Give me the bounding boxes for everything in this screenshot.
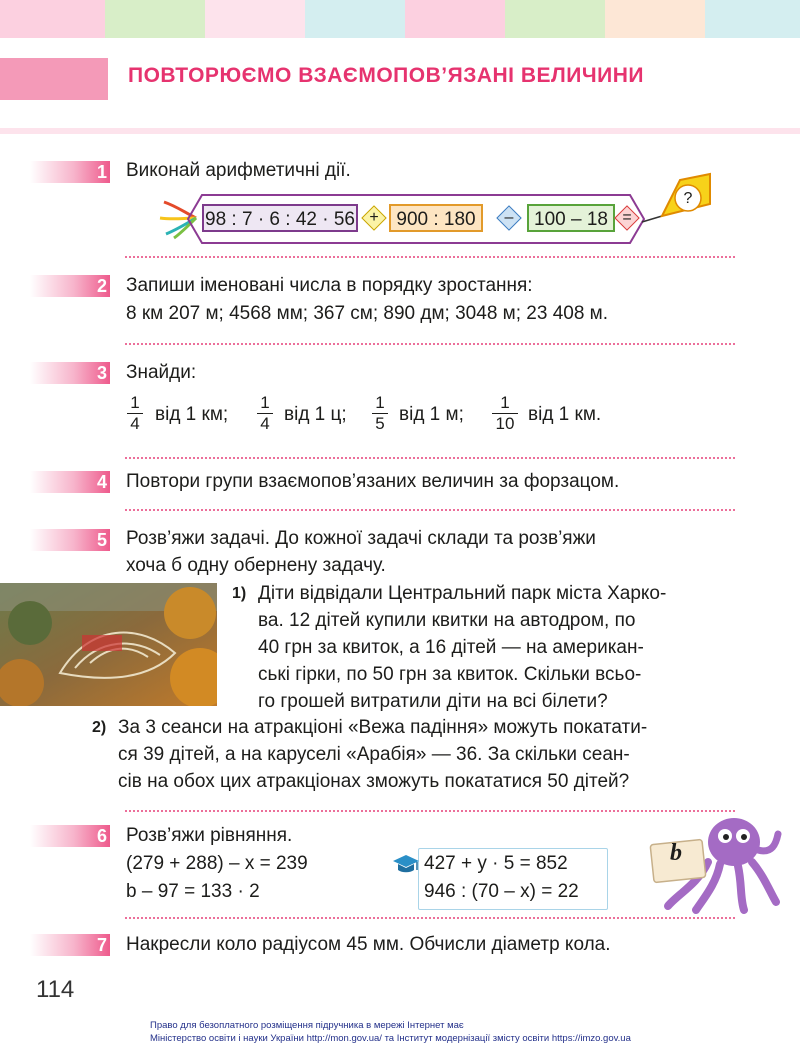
problem-2-line: За 3 сеанси на атракціоні «Вежа падіння» можуть покатати- [118,717,648,738]
minus-sign: – [504,209,514,226]
task-number-5: 5 [30,529,110,551]
problem-1-label: 1) [232,585,247,602]
separator [125,343,735,345]
task-number-1: 1 [30,161,110,183]
task-number-4: 4 [30,471,110,493]
letter-card: b [670,840,682,866]
fraction-4-text: від 1 км. [528,404,602,425]
fraction-2: $\frac{1}{4}$ [257,393,273,434]
fraction-1: $\frac{1}{4}$ [127,393,143,434]
header-band [605,0,705,38]
task-3-text: Знайди: [126,362,197,383]
separator [125,917,735,919]
separator [125,457,735,459]
octopus-icon [648,814,782,914]
problem-1-line: ські гірки, по 50 грн за квиток. Скільки всьо- [258,664,642,685]
task-number-7: 7 [30,934,110,956]
task-2-numbers: 8 км 207 м; 4568 мм; 367 см; 890 дм; 3048 м; 23 408 м. [126,303,609,324]
task-number-3: 3 [30,362,110,384]
problem-1-line: го грошей витратили діти на всі білети? [258,691,608,712]
header-band [205,0,305,38]
amusement-park-photo [0,583,217,706]
fraction-1-text: від 1 км; [155,404,229,425]
problem-1-line: ва. 12 дітей купили квитки на автодром, по [258,610,636,631]
separator [125,509,735,511]
task-number-6: 6 [30,825,110,847]
fraction-2-text: від 1 ц; [284,404,347,425]
equation-2: b – 97 = 133 · 2 [126,881,260,902]
page-number: 114 [36,976,75,1003]
answer-mark: ? [683,190,693,207]
task-2-text: Запиши іменовані числа в порядку зростання: [126,275,533,296]
task-6-text: Розв’яжи рівняння. [126,825,293,846]
equation-4: 946 : (70 – x) = 22 [424,881,579,902]
fraction-4: $\frac{1}{10}$ [492,393,518,434]
problem-1-line: Діти відвідали Центральний парк міста Харко- [258,583,667,604]
fraction-3-text: від 1 м; [399,404,464,425]
problem-2-line: сів на обох цих атракціонах зможуть покататися 50 дітей? [118,771,630,792]
equals-sign: = [622,209,632,226]
task-5-text-line-2: хоча б одну обернену задачу. [126,555,386,576]
task-1-text: Виконай арифметичні дії. [126,160,351,181]
header-band [705,0,800,38]
header-band [105,0,205,38]
header-divider [0,128,800,134]
plus-sign: + [369,209,379,226]
problem-2-line: ся 39 дітей, а на каруселі «Арабія» — 36. За скільки сеан- [118,744,630,765]
task-4-text: Повтори групи взаємопов’язаних величин за форзацом. [126,471,620,492]
header-band [405,0,505,38]
expression-box-2: 900 : 180 [389,204,483,232]
footer-line-2: Міністерство освіти і науки України http://mon.gov.ua/ та Інститут модернізації змісту освіти https://imzo.gov.ua [150,1033,631,1044]
header-accent-bar [0,58,108,100]
graduation-cap-icon [392,853,420,875]
task-number-2: 2 [30,275,110,297]
problem-1-line: 40 грн за квиток, а 16 дітей — на американ- [258,637,644,658]
problem-2-label: 2) [92,719,107,736]
header-band [0,0,105,38]
header-band [305,0,405,38]
fraction-3: $\frac{1}{5}$ [372,393,388,434]
task-5-text-line-1: Розв’яжи задачі. До кожної задачі склади та розв’яжи [126,528,596,549]
task-7-text: Накресли коло радіусом 45 мм. Обчисли діаметр кола. [126,934,611,955]
equation-3: 427 + y · 5 = 852 [424,853,568,874]
footer-line-1: Право для безоплатного розміщення підручника в мережі Інтернет має [150,1020,464,1031]
page-title: ПОВТОРЮЄМО ВЗАЄМОПОВ’ЯЗАНІ ВЕЛИЧИНИ [128,64,644,87]
separator [125,256,735,258]
expression-box-1: 98 : 7 · 6 : 42 · 56 [202,204,358,232]
separator [125,810,735,812]
expression-box-3: 100 – 18 [527,204,615,232]
equation-1: (279 + 288) – x = 239 [126,853,308,874]
header-band [505,0,605,38]
